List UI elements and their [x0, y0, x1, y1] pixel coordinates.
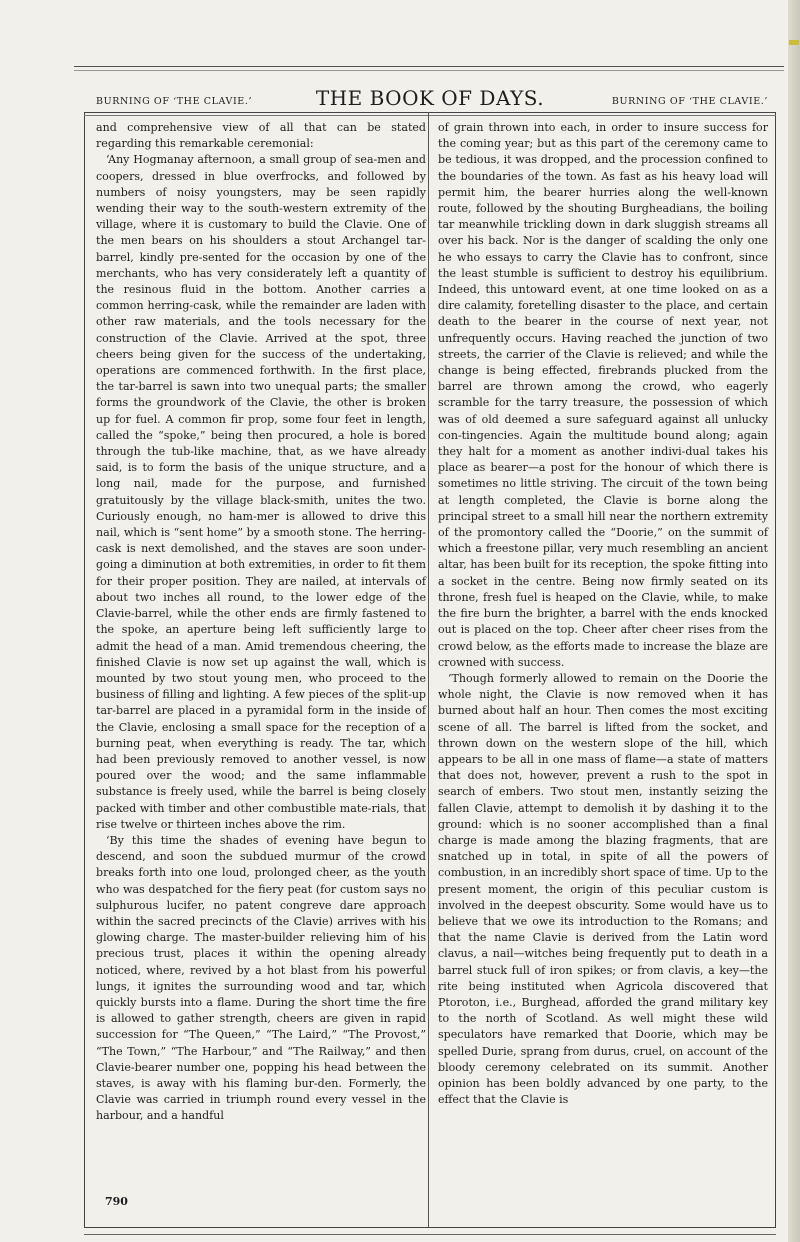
- page-edge: [788, 0, 800, 1242]
- right-column: [438, 120, 768, 1108]
- header-title: THE BOOK OF DAYS.: [315, 86, 545, 110]
- running-header: [84, 86, 776, 108]
- column-divider: [428, 112, 429, 1228]
- page-number: 790: [105, 1195, 128, 1208]
- bottom-rule: [84, 1234, 776, 1235]
- paragraph: ‘By this time the shades of evening have begun to descend, and soon the subdued murmur of the crowd breaks forth into one loud, prolonged cheer, as the youth who was despatched for the fiery peat (for custom says no sulphurous lucifer, no patent congreve dare approach within the sacred precincts of the Clavie) arrives with his glowing charge. The master-builder relieving him of his precious trust, places it within the opening already noticed, where, revived by a hot blast from his powerful lungs, it ignites the surrounding wood and tar, which quickly bursts into a flame. During the short time the fire is allowed to gather strength, cheers are given in rapid succession for “The Queen,” “The Laird,” “The Provost,” “The Town,” “The Harbour,” and “The Railway,” and then Clavie-bearer number one, popping his head between the staves, is away with his flaming bur-den. Formerly, the Clavie was carried in triumph round every vessel in the harbour, and a handful: [96, 833, 426, 1123]
- header-right: BURNING OF ‘THE CLAVIE.’: [611, 96, 768, 107]
- paragraph: ‘Though formerly allowed to remain on the Doorie the whole night, the Clavie is now removed when it has burned about half an hour. Then comes the most exciting scene of all. The barrel is lifted from the socket, and thrown down on the western slope of the hill, which appears to be all in one mass of flame—a state of matters that does not, however, prevent a rush to the spot in search of embers. Two stout men, instantly seizing the fallen Clavie, attempt to demolish it by dashing it to the ground: which is no sooner accomplished than a final charge is made among the blazing fragments, that are snatched up in total, in spite of all the powers of combustion, in an incredibly short space of time. Up to the present moment, the origin of this peculiar custom is involved in the deepest obscurity. Some would have us to believe that we owe its introduction to the Romans; and that the name Clavie is derived from the Latin word clavus, a nail—witches being frequently put to death in a barrel stuck full of iron spikes; or from clavis, a key—the rite being instituted when Agricola discovered that Ptoroton, i.e., Burghead, afforded the grand military key to the north of Scotland. As well might these wild speculators have remarked that Doorie, which may be spelled Durie, sprang from durus, cruel, on account of the bloody ceremony celebrated on its summit. Another opinion has been boldly advanced by one party, to the effect that the Clavie is: [438, 671, 768, 1107]
- header-left: BURNING OF ‘THE CLAVIE.’: [96, 96, 253, 107]
- left-column: [96, 120, 426, 1125]
- paragraph: and comprehensive view of all that can be stated regarding this remarkable ceremonial:: [96, 121, 426, 151]
- frame-inner-rule: [84, 115, 776, 116]
- top-rule-secondary: [74, 70, 784, 71]
- paragraph: of grain thrown into each, in order to insure success for the coming year; but as this part of the ceremony came to be tedious, it was dropped, and the procession confined to the boundaries of the town. As fast as his heavy load will permit him, the bearer hurries along the well-known route, followed by the shouting Burgheadians, the boiling tar meanwhile trickling down in dark sluggish streams all over his back. Nor is the danger of scalding the only one he who essays to carry the Clavie has to confront, since the least stumble is sufficient to destroy his equilibrium. Indeed, this untoward event, at one time looked on as a dire calamity, foretelling disaster to the place, and certain death to the bearer in the course of next year, not unfrequently occurs. Having reached the junction of two streets, the carrier of the Clavie is relieved; and while the change is being effected, firebrands plucked from the barrel are thrown among the crowd, who eagerly scramble for the tarry treasure, the possession of which was of old deemed a sure safeguard against all unlucky con-tingencies. Again the multitude bound along; again they halt for a moment as another indivi-dual takes his place as bearer—a post for the honour of which there is sometimes no little striving. The circuit of the town being at length completed, the Clavie is borne along the principal street to a small hill near the northern extremity of the promontory called the “Doorie,” on the summit of which a freestone pillar, very much resembling an ancient altar, has been built for its reception, the spoke fitting into a socket in the centre. Being now firmly seated on its throne, fresh fuel is heaped on the Clavie, while, to make the fire burn the brighter, a barrel with the ends knocked out is placed on the top. Cheer after cheer rises from the crowd below, as the efforts made to increase the blaze are crowned with success.: [438, 121, 768, 669]
- top-rule: [74, 66, 784, 67]
- page-edge-mark: [789, 40, 799, 45]
- paragraph: ‘Any Hogmanay afternoon, a small group of sea-men and coopers, dressed in blue overfrocks, and followed by numbers of noisy youngsters, may be seen rapidly wending their way to the south-western extremity of the village, where it is customary to build the Clavie. One of the men bears on his shoulders a stout Archangel tar-barrel, kindly pre-sented for the occasion by one of the merchants, who has very considerately left a quantity of the resinous fluid in the bottom. Another carries a common herring-cask, while the remainder are laden with other raw materials, and the tools necessary for the construction of the Clavie. Arrived at the spot, three cheers being given for the success of the undertaking, operations are commenced forthwith. In the first place, the tar-barrel is sawn into two unequal parts; the smaller forms the groundwork of the Clavie, the other is broken up for fuel. A common fir prop, some four feet in length, called the “spoke,” being then procured, a hole is bored through the tub-like machine, that, as we have already said, is to form the basis of the unique structure, and a long nail, made for the purpose, and furnished gratuitously by the village black-smith, unites the two. Curiously enough, no ham-mer is allowed to drive this nail, which is “sent home” by a smooth stone. The herring-cask is next demolished, and the staves are soon under-going a diminution at both extremities, in order to fit them for their proper position. They are nailed, at intervals of about two inches all round, to the lower edge of the Clavie-barrel, while the other ends are firmly fastened to the spoke, an aperture being left sufficiently large to admit the head of a man. Amid tremendous cheering, the finished Clavie is now set up against the wall, which is mounted by two stout young men, who proceed to the business of filling and lighting. A few pieces of the split-up tar-barrel are placed in a pyramidal form in the inside of the Clavie, enclosing a small space for the reception of a burning peat, when everything is ready. The tar, which had been previously removed to another vessel, is now poured over the wood; and the same inflammable substance is freely used, while the barrel is being closely packed with timber and other combustible mate-rials, that rise twelve or thirteen inches above the rim.: [96, 153, 426, 831]
